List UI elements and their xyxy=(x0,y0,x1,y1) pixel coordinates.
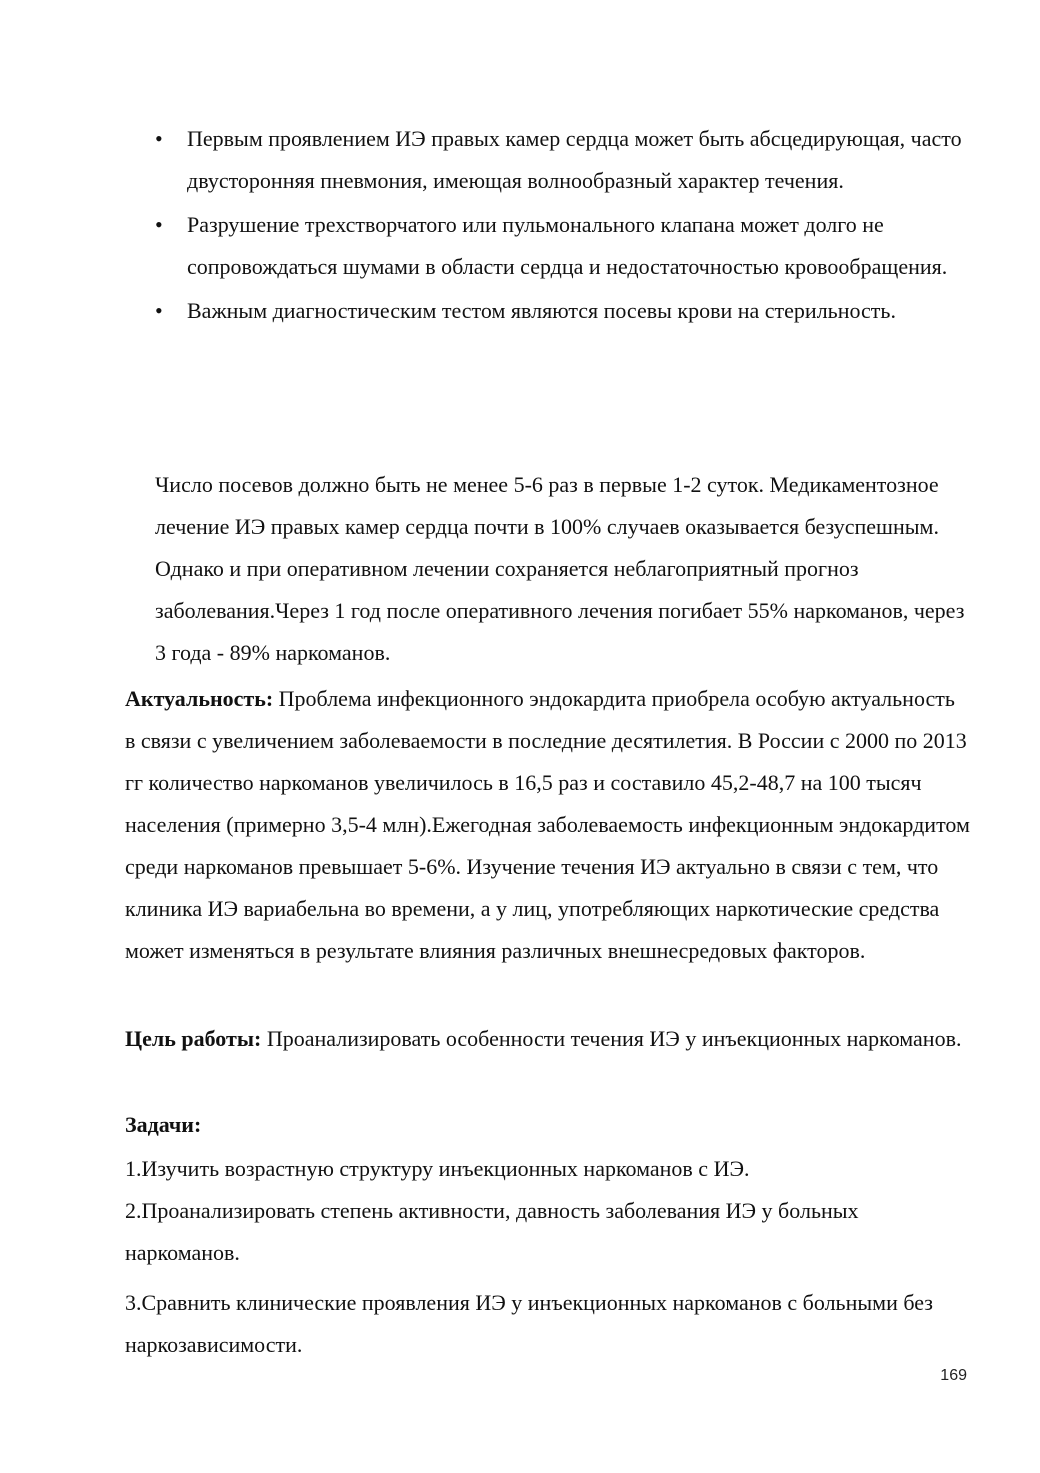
relevance-text: Проблема инфекционного эндокардита приобрела особую актуальность в связи с увеличением заболеваемости в последние десятилетия. В России с 2000 по 2013 гг количество наркоманов увеличилось в 16,5 раз и составило 45,2-48,7 на 100 тысяч населения (примерно 3,5-4 млн).Ежегодная заболеваемость инфекционным эндокардитом среди наркоманов превышает 5-6%. Изучение течения ИЭ актуально в связи с тем, что клиника ИЭ вариабельна во времени, а у лиц, употребляющих наркотические средства может изменяться в результате влияния различных внешнесредовых факторов. xyxy=(125,686,970,963)
bullet-item xyxy=(155,118,965,202)
task-item: 1.Изучить возрастную структуру инъекционных наркоманов с ИЭ. xyxy=(125,1156,750,1181)
tasks-heading: Задачи: xyxy=(125,1112,202,1137)
bullet-text: Важным диагностическим тестом являются посевы крови на стерильность. xyxy=(187,298,896,323)
bullet-list xyxy=(155,118,965,334)
bullet-text: Разрушение трехстворчатого или пульмонального клапана может долго не сопровождаться шумами в области сердца и недостаточностью кровообращения. xyxy=(187,212,948,279)
bullet-text: Первым проявлением ИЭ правых камер сердца может быть абсцедирующая, часто двусторонняя пневмония, имеющая волнообразный характер течения. xyxy=(187,126,962,193)
relevance-paragraph xyxy=(125,678,970,972)
relevance-label: Актуальность: xyxy=(125,686,274,711)
task-item: 3.Сравнить клинические проявления ИЭ у инъекционных наркоманов с больными без наркозависимости. xyxy=(125,1290,933,1357)
bullet-marker: • xyxy=(155,298,163,323)
goal-paragraph xyxy=(125,1018,970,1060)
bullet-marker: • xyxy=(155,212,163,237)
goal-text: Проанализировать особенности течения ИЭ у инъекционных наркоманов. xyxy=(261,1026,962,1051)
goal-label: Цель работы: xyxy=(125,1026,262,1051)
bullet-item xyxy=(155,290,965,332)
task-item: 2.Проанализировать степень активности, давность заболевания ИЭ у больных наркоманов. xyxy=(125,1198,859,1265)
page-number: 169 xyxy=(940,1367,967,1384)
bullet-marker: • xyxy=(155,126,163,151)
continuation-paragraph: Число посевов должно быть не менее 5-6 раз в первые 1-2 суток. Медикаментозное лечение ИЭ правых камер сердца почти в 100% случаев оказывается безуспешным. Однако и при оперативном лечении сохраняется неблагоприятный прогноз заболевания.Через 1 год после оперативного лечения погибает 55% наркоманов, через 3 года - 89% наркоманов. xyxy=(155,472,965,665)
bullet-item xyxy=(155,204,965,288)
